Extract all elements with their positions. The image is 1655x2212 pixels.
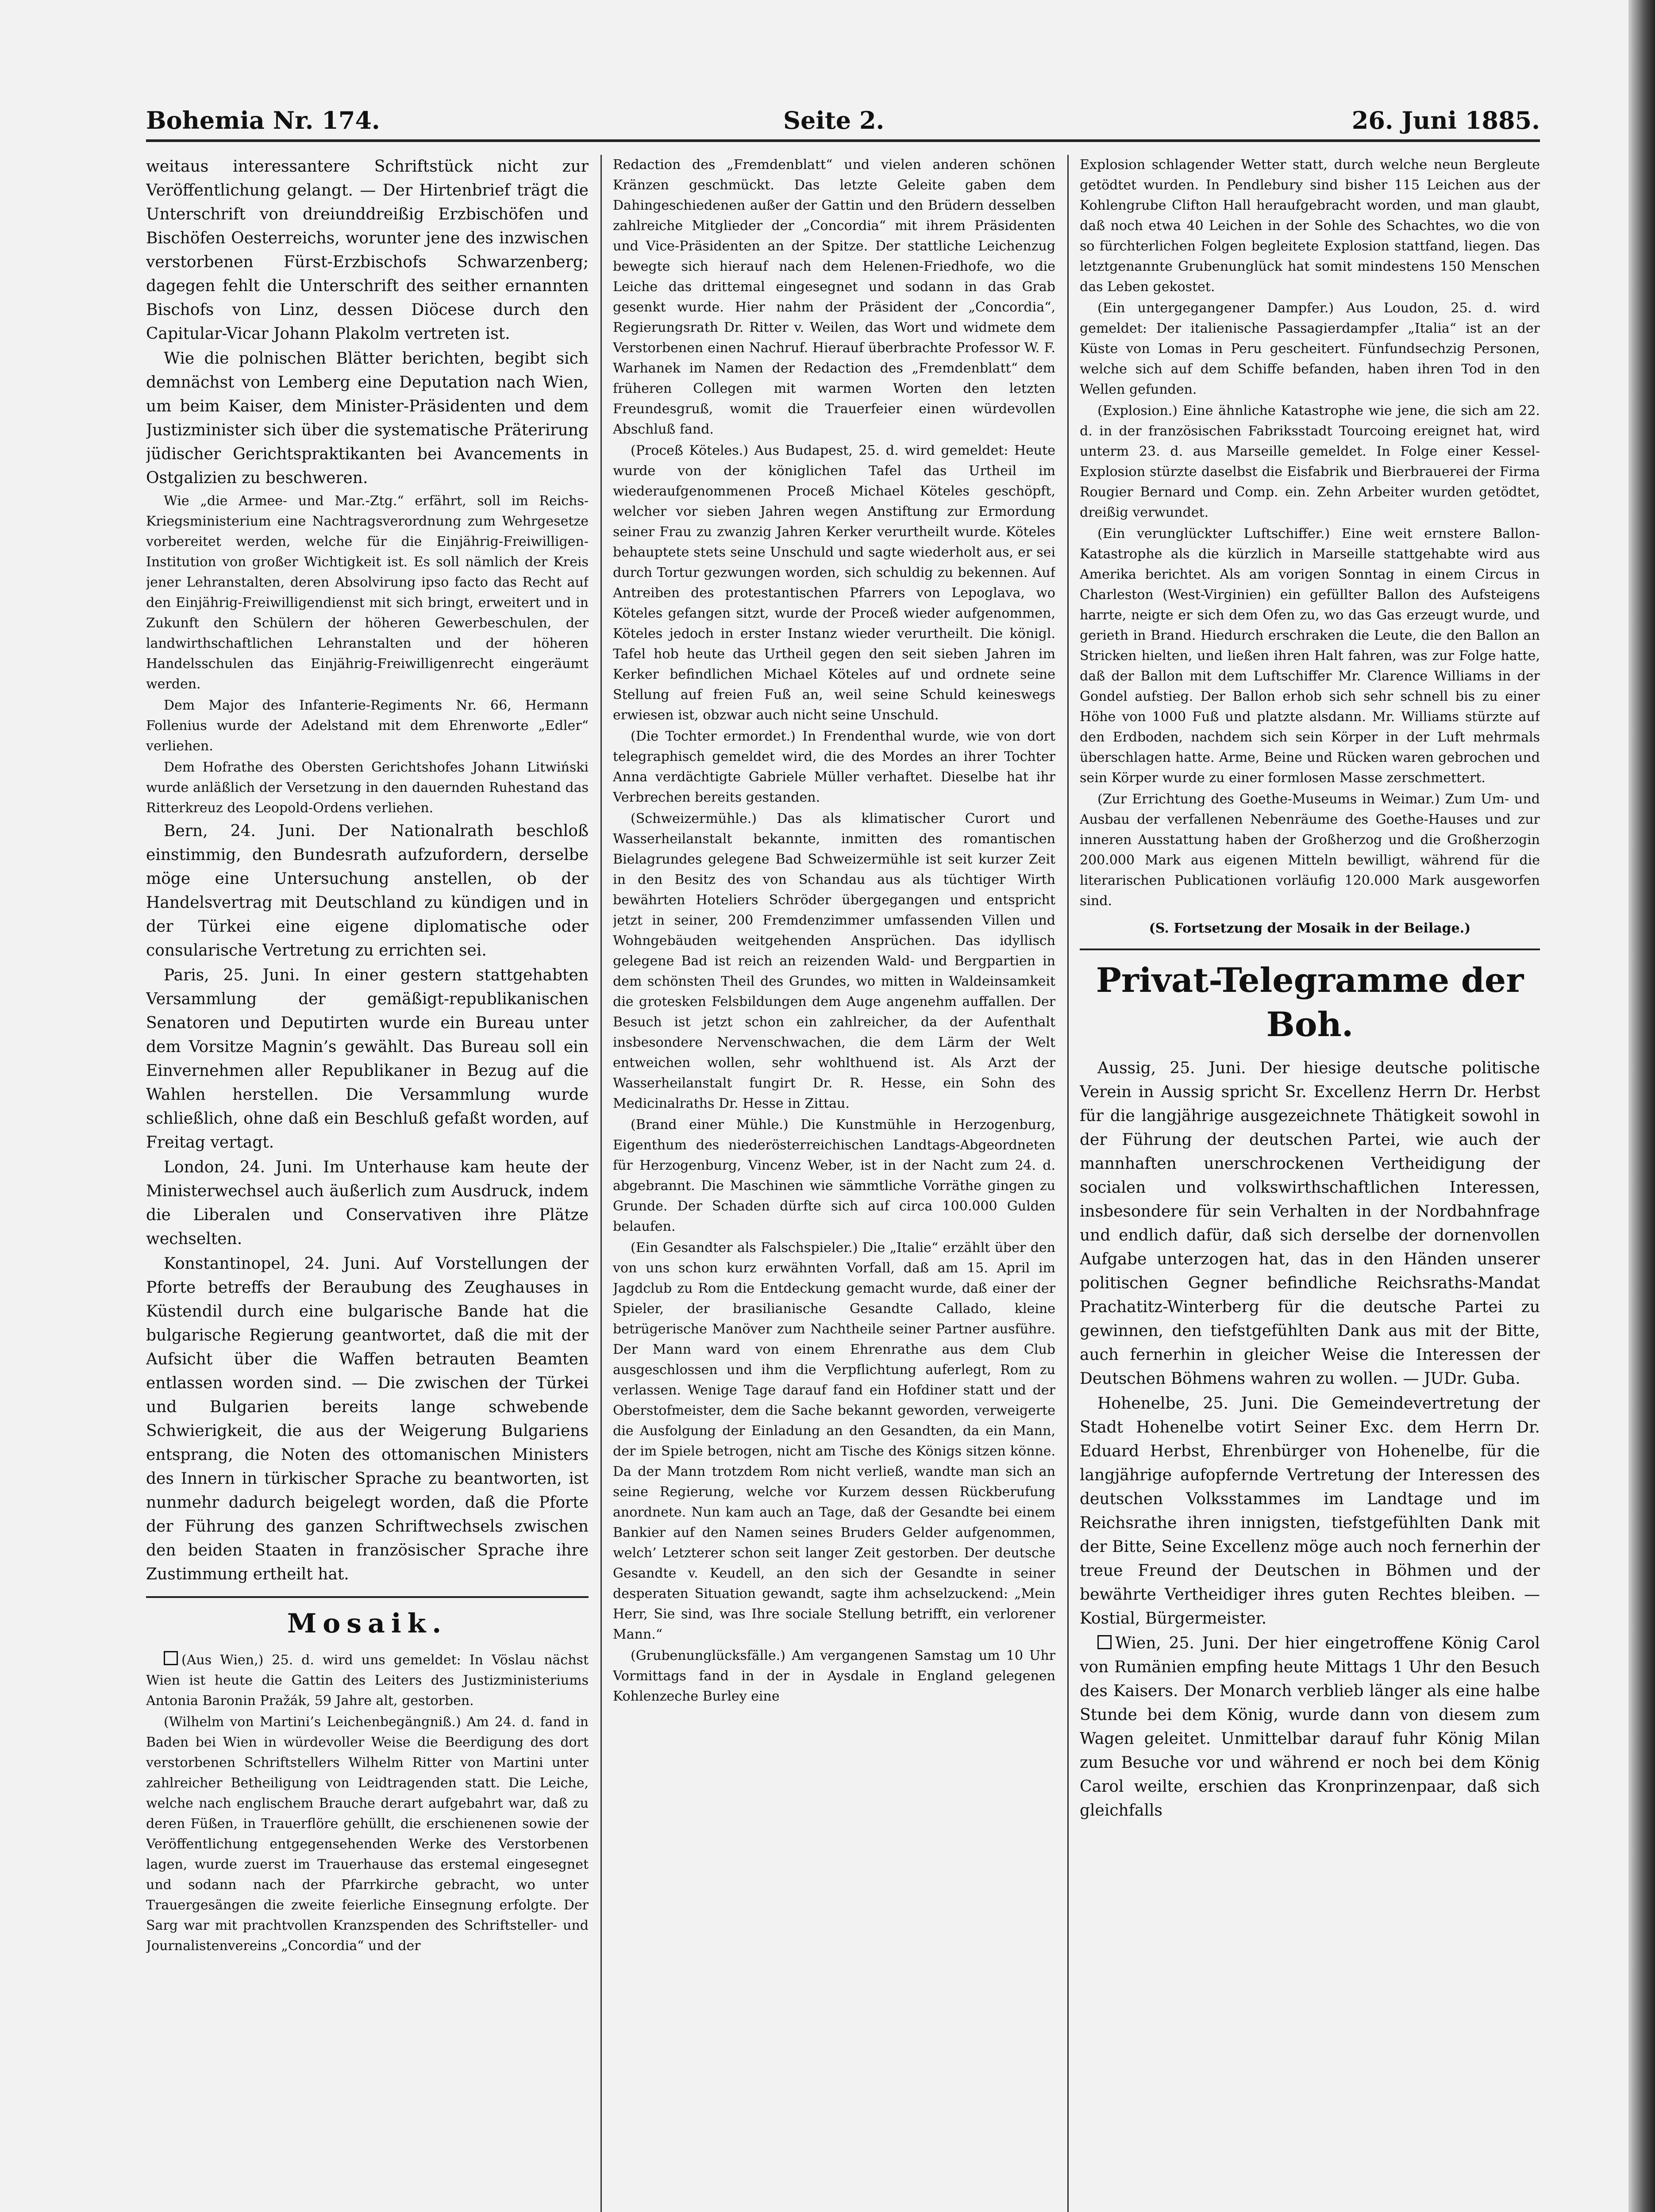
mosaik-item: Explosion schlagender Wetter statt, durch welche neun Bergleute getödtet wurden. In Pendlebury sind bisher 115 Leichen aus der Kohlengrube Clifton Hall heraufgebracht worden, und man glaubt, daß noch etwa 40 Leichen in der Sohle des Schachtes, wo die von so fürchterlichen Folgen begleitete Explosion stattfand, liegen. Das letztgenannte Grubenunglück hat somit mindestens 150 Menschen das Leben gekostet. [1080,157,1540,295]
square-bullet-icon [1097,1635,1112,1649]
header-rule [146,139,1540,142]
mosaik-item: (Die Tochter ermordet.) In Frendenthal wurde, wie von dort telegraphisch gemeldet wird, die des Mordes an ihrer Tochter Anna verdächtigte Gabriele Müller verhaftet. Dieselbe hat ihr Verbrechen bereits gestanden. [613,729,1055,805]
page-header [146,106,1540,142]
article-paragraph: Dem Hofrathe des Obersten Gerichtshofes Johann Litwiński wurde anläßlich der Versetzung in den dauernden Ruhestand das Ritterkreuz des Leopold-Ordens verliehen. [146,760,589,816]
page-number: Seite 2. [783,106,885,134]
telegram-item: Aussig, 25. Juni. Der hiesige deutsche politische Verein in Aussig spricht Sr. Excellenz Herrn Dr. Herbst für die langjährige ausgezeichnete Thätigkeit sowohl in der Führung der deutschen Partei, wie auch der mannhaften unerschrockenen Vertheidigung der socialen und volkswirthschaftlichen Interessen, insbesondere für sein Verhalten in der Nordbahnfrage und endlich dafür, daß sich derselbe der dornenvollen Aufgabe unterzogen hat, das in den Händen unserer politischen Gegner befindliche Reichsraths-Mandat Prachatitz-Winterberg für die deutsche Partei zu gewinnen, den tiefstgefühlten Dank aus mit der Bitte, auch fernerhin in gleicher Weise die Interessen der Deutschen Böhmens wahren zu wollen. — JUDr. Guba. [1080,1059,1540,1388]
mosaik-item: (Aus Wien,) 25. d. wird uns gemeldet: In Vöslau nächst Wien ist heute die Gattin des Leiters des Justizministeriums Antonia Baronin Pražák, 59 Jahre alt, gestorben. [146,1650,589,1711]
mosaik-item: (Wilhelm von Martini’s Leichenbegängniß.) Am 24. d. fand in Baden bei Wien in würdevoller Weise die Beerdigung des dort verstorbenen Schriftstellers Wilhelm Ritter von Martini unter zahlreicher Betheiligung von Leidtragenden statt. Die Leiche, welche nach englischem Brauche derart aufgebahrt war, daß zu deren Füßen, in Trauerflöre gehüllt, die erschienenen sowie der Veröffentlichung entgegensehenden Werke des Verstorbenen lagen, wurde zuerst im Trauerhause das erstemal eingesegnet und sodann nach der Pfarrkirche gebracht, wo unter Trauergesängen die zweite feierliche Einsegnung erfolgte. Der Sarg war mit prachtvollen Kranzspenden des Schriftsteller- und Journalistenvereins „Concordia“ und der [146,1714,589,1954]
column-rule-2 [1067,155,1069,2212]
article-paragraph: Wie die polnischen Blätter berichten, begibt sich demnächst von Lemberg eine Deputation nach Wien, um beim Kaiser, dem Minister-Präsidenten und dem Justizminister sich über die systematische Präterirung jüdischer Gerichtspraktikanten bei Avancements in Ostgalizien zu beschweren. [146,349,589,487]
mosaik-item: (Zur Errichtung des Goethe-Museums in Weimar.) Zum Um- und Ausbau der verfallenen Nebenräume des Goethe-Hauses und zur inneren Ausstattung haben der Großherzog und die Großherzogin 200.000 Mark aus eigenen Mitteln bewilligt, während für die literarischen Publicationen vorläufig 120.000 Mark ausgeworfen sind. [1080,791,1540,909]
newspaper-page [146,88,1540,2212]
telegram-item: Wien, 25. Juni. Der hier eingetroffene König Carol von Rumänien empfing heute Mittags 1 Uhr den Besuch des Kaisers. Der Monarch verblieb länger als eine halbe Stunde bei dem König, wurde dann von diesem zum Wagen geleitet. Unmittelbar darauf fuhr König Milan zum Besuche vor und während er noch bei dem König Carol weilte, erschien das Kronprinzenpaar, daß sich gleichfalls [1080,1634,1540,1820]
mosaik-item: (Ein Gesandter als Falschspieler.) Die „Italie“ erzählt über den von uns schon kurz erwähnten Vorfall, daß am 15. April im Jagdclub zu Rom die Entdeckung gemacht wurde, daß einer der Spieler, der brasilianische Gesandte Callado, kleine betrügerische Manöver zum Nachtheile seiner Partner ausführe. Der Mann ward von einem Ehrenrathe aus dem Club ausgeschlossen und ihm die Verpflichtung auferlegt, Rom zu verlassen. Wenige Tage darauf fand ein Hofdiner statt und der Oberstofmeister, dem die Sache bekannt geworden, verweigerte die Ausfolgung der Einladung an den Gesandten, da ein Mann, der im Spiele betrogen, nicht am Tische des Königs sitzen könne. Da der Mann trotzdem Rom nicht verließ, wandte man sich an seine Regierung, welche vor Kurzem dessen Rückberufung anordnete. Nun kam auch an Tage, daß der Gesandte bei einem Bankier auf den Namen seines Bruders Gelder aufgenommen, welch’ Letzterer schon seit langer Zeit gestorben. Der deutsche Gesandte v. Keudell, an den sich der Gesandte in seiner desperaten Situation gewandt, sagte ihm achselzuckend: „Mein Herr, Sie sind, was Ihre sociale Stellung betrifft, ein verlorener Mann.“ [613,1240,1055,1642]
scan-edge [1628,0,1655,2212]
section-title-telegramme: Privat-Telegramme der Boh. [1096,960,1524,1044]
column-rule-1 [600,155,602,2212]
masthead-issue: Bohemia Nr. 174. [146,106,380,134]
section-rule [146,1596,589,1598]
telegram-item: Hohenelbe, 25. Juni. Die Gemeindevertretung der Stadt Hohenelbe votirt Seiner Exc. dem Herrn Dr. Eduard Herbst, Ehrenbürger von Hohenelbe, für die langjährige aufopfernde Vertretung der Interessen des deutschen Volksstammes im Landtage und im Reichsrathe ihren innigsten, tiefstgefühlten Dank mit der Bitte, Seine Excellenz möge auch noch fernerhin der treue Freund der Deutschen in Böhmen und der bewährte Vertheidiger ihres guten Rechtes bleiben. — Kostial, Bürgermeister. [1080,1394,1540,1628]
article-paragraph: Wie „die Armee- und Mar.-Ztg.“ erfährt, soll im Reichs-Kriegsministerium eine Nachtragsverordnung zum Wehrgesetze vorbereitet werden, welche für die Einjährig-Freiwilligen-Institution von großer Wichtigkeit ist. Es soll nämlich der Kreis jener Lehranstalten, deren Absolvirung ipso facto das Recht auf den Einjährig-Freiwilligendienst mit sich bringt, erweitert und in Zukunft den Schülern der höheren Gewerbeschulen, der landwirthschaftlichen Lehranstalten und der höheren Handelsschulen das Einjährig-Freiwilligenrecht eingeräumt werden. [146,493,589,692]
article-paragraph: London, 24. Juni. Im Unterhause kam heute der Ministerwechsel auch äußerlich zum Ausdruck, indem die Liberalen und Conservativen ihre Plätze wechselten. [146,1158,589,1248]
mosaik-item: (Schweizermühle.) Das als klimatischer Curort und Wasserheilanstalt bekannte, inmitten des romantischen Bielagrundes gelegene Bad Schweizermühle ist seit kurzer Zeit in den Besitz des von Schandau aus als tüchtiger Wirth bewährten Hoteliers Schröder übergegangen und entspricht jetzt in seiner, 200 Fremdenzimmer umfassenden Villen und Wohngebäuden weitgehenden Ansprüchen. Das idyllisch gelegene Bad ist reich an reizenden Wald- und Bergpartien in dem schönsten Theil des Grundes, wo mitten in Waldeinsamkeit die grotesken Felsbildungen dem Auge angenehm auffallen. Der Besuch ist jetzt schon ein zahlreicher, da der Aufenthalt insbesondere Nervenschwachen, die dem Lärm der Welt entweichen wollen, sehr wohlthuend ist. Als Arzt der Wasserheilanstalt fungirt Dr. R. Hesse, ein Sohn des Medicinalraths Dr. Hesse in Zittau. [613,811,1055,1111]
square-bullet-icon [164,1651,178,1665]
mosaik-item: (Explosion.) Eine ähnliche Katastrophe wie jene, die sich am 22. d. in der französischen Fabriksstadt Tourcoing ereignet hat, wird unterm 23. d. aus Marseille gemeldet. In Folge einer Kessel-Explosion stürzte daselbst die Eisfabrik und Bierbrauerei der Firma Rougier Bernard und Comp. ein. Zehn Arbeiter wurden getödtet, dreißig verwundet. [1080,403,1540,520]
mosaik-item: (Grubenunglücksfälle.) Am vergangenen Samstag um 10 Uhr Vormittags fand in der in Aysdale in England gelegenen Kohlenzeche Burley eine [613,1648,1055,1704]
issue-date: 26. Juni 1885. [1351,106,1540,134]
mosaik-item: (Ein verunglückter Luftschiffer.) Eine weit ernstere Ballon-Katastrophe als die kürzlich in Marseille stattgehabte wird aus Amerika berichtet. Als am vorigen Sonntag in einem Circus in Charleston (West-Virginien) ein gefüllter Ballon des Aufsteigens harrte, neigte er sich dem Ofen zu, wo das Gas erzeugt wurde, und gerieth in Brand. Hiedurch erschraken die Leute, die den Ballon an Stricken hielten, und ließen ihren Halt fahren, was zur Folge hatte, daß der Ballon mit dem Luftschiffer Mr. Clarence Williams in der Gondel aufstieg. Der Ballon erhob sich sehr schnell bis zu einer Höhe von 1000 Fuß und platzte alsdann. Mr. Williams stürzte auf den Erdboden, nachdem sich sein Körper in der Luft mehrmals überschlagen hatte. Arme, Beine und Rücken waren gebrochen und sein Körper wurde zu einer formlosen Masse zerschmettert. [1080,526,1540,786]
article-paragraph: Dem Major des Infanterie-Regiments Nr. 66, Hermann Follenius wurde der Adelstand mit dem Ehrenworte „Edler“ verliehen. [146,698,589,754]
mosaik-item: (Proceß Köteles.) Aus Budapest, 25. d. wird gemeldet: Heute wurde von der königlichen Tafel das Urtheil im wiederaufgenommenen Proceß Michael Köteles geschöpft, welcher vor sieben Jahren wegen Anstiftung zur Ermordung seiner Frau zu zwanzig Jahren Kerker verurtheilt wurde. Köteles behauptete stets seine Unschuld und sagte wiederholt aus, er sei durch Tortur gezwungen worden, sich schuldig zu bekennen. Auf Antreiben des protestantischen Pfarrers von Lepoglava, wo Köteles gefangen sitzt, wurde der Proceß wieder aufgenommen, Köteles jedoch in erster Instanz wieder verurtheilt. Die königl. Tafel hob heute das Urtheil gegen den seit sieben Jahren im Kerker befindlichen Michael Köteles auf und ordnete seine Stellung auf freien Fuß an, weil seine Schuld keineswegs erwiesen ist, obzwar auch nicht seine Unschuld. [613,443,1055,723]
article-paragraph: weitaus interessantere Schriftstück nicht zur Veröffentlichung gelangt. — Der Hirtenbrief trägt die Unterschrift von dreiunddreißig Erzbischöfen und Bischöfen Oesterreichs, worunter jene des inzwischen verstorbenen Fürst-Erzbischofs Schwarzenberg; dagegen fehlt die Unterschrift des seither ernannten Bischofs von Linz, dessen Diöcese durch den Capitular-Vicar Johann Plakolm vertreten ist. [146,157,589,343]
article-paragraph: Paris, 25. Juni. In einer gestern stattgehabten Versammlung der gemäßigt-republikanischen Senatoren und Deputirten wurde ein Bureau unter dem Vorsitze Magnin’s gewählt. Das Bureau soll ein Einvernehmen aller Republikaner in Bezug auf die Wahlen herstellen. Die Versammlung wurde schließlich, ohne daß ein Beschluß gefaßt worden, auf Freitag vertagt. [146,966,589,1152]
mosaik-item: (Ein untergegangener Dampfer.) Aus Loudon, 25. d. wird gemeldet: Der italienische Passagierdampfer „Italia“ ist an der Küste von Lomas in Peru gescheitert. Fünfundsechzig Personen, welche sich auf dem Schiffe befanden, haben ihren Tod in den Wellen gefunden. [1080,300,1540,397]
section-title-mosaik: Mosaik. [287,1608,448,1639]
mosaik-item: (Brand einer Mühle.) Die Kunstmühle in Herzogenburg, Eigenthum des niederösterreichischen Landtags-Abgeordneten für Herzogenburg, Vincenz Weber, ist in der Nacht zum 24. d. abgebrannt. Die Maschinen wie sämmtliche Vorräthe gingen zu Grunde. Der Schaden dürfte sich auf circa 100.000 Gulden belaufen. [613,1117,1055,1234]
continuation-note: (S. Fortsetzung der Mosaik in der Beilage.) [1149,921,1471,936]
article-paragraph: Konstantinopel, 24. Juni. Auf Vorstellungen der Pforte betreffs der Beraubung des Zeughauses in Küstendil durch eine bulgarische Bande hat die bulgarische Regierung geantwortet, daß die mit der Aufsicht über die Waffen betrauten Beamten entlassen worden sind. — Die zwischen der Türkei und Bulgarien bereits lange schwebende Schwierigkeit, die aus der Weigerung Bulgariens entsprang, die Noten des ottomanischen Ministers des Innern in türkischer Sprache zu beantworten, ist nunmehr dadurch beigelegt worden, daß die Pforte der Führung des ganzen Schriftwechsels zwischen den beiden Staaten in französischer Sprache ihre Zustimmung ertheilt hat. [146,1255,589,1583]
column-1 [146,155,589,2212]
section-rule [1080,949,1540,950]
article-paragraph: Bern, 24. Juni. Der Nationalrath beschloß einstimmig, den Bundesrath aufzufordern, derselbe möge eine Untersuchung anstellen, ob der Handelsvertrag mit Deutschland zu kündigen und in der Türkei eine eigene diplomatische oder consularische Vertretung zu errichten sei. [146,822,589,960]
column-2 [613,155,1055,2212]
column-3 [1080,155,1540,2212]
mosaik-item: Redaction des „Fremdenblatt“ und vielen anderen schönen Kränzen geschmückt. Das letzte Geleite gaben dem Dahingeschiedenen außer der Gattin und den Brüdern desselben zahlreiche Mitglieder der „Concordia“ mit ihrem Präsidenten und Vice-Präsidenten an der Spitze. Der stattliche Leichenzug bewegte sich hierauf nach dem Helenen-Friedhofe, wo die Leiche das drittemal eingesegnet und sodann in das Grab gesenkt wurde. Hier nahm der Präsident der „Concordia“, Regierungsrath Dr. Ritter v. Weilen, das Wort und widmete dem Verstorbenen einen Nachruf. Hierauf überbrachte Professor W. F. Warhanek im Namen der Redaction des „Fremdenblatt“ dem früheren Collegen mit warmen Worten den letzten Freundesgruß, womit die Trauerfeier einen würdevollen Abschluß fand. [613,157,1055,437]
